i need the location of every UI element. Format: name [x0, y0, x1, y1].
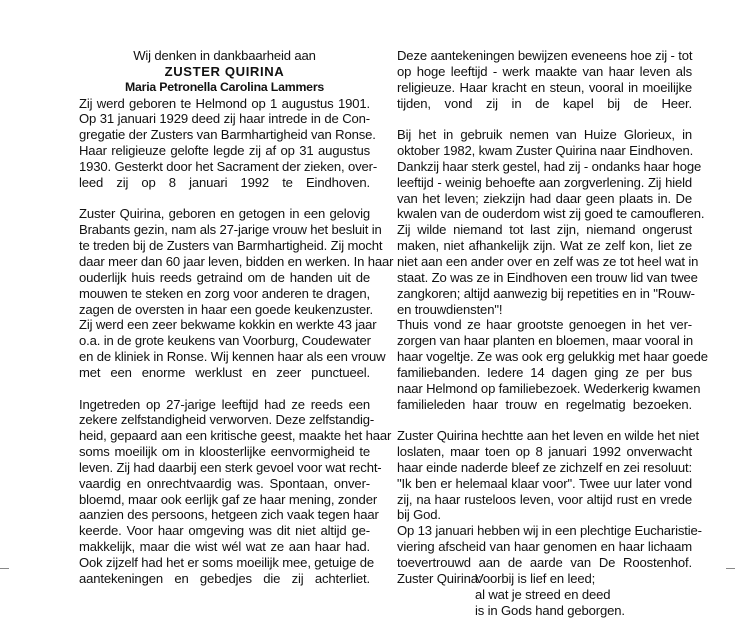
text-line: mouwen te steken en zorg voor anderen te dragen,	[79, 285, 370, 301]
text-line: te treden bij de Zusters van Barmhartigheid. Zij mocht	[79, 238, 383, 254]
text-line: en de kliniek in Ronse. Wij kennen haar als een vrouw	[79, 349, 386, 365]
text-line: Ingetreden op 27-jarige leeftijd had ze reeds een	[79, 396, 370, 412]
right-edge-mark	[726, 568, 735, 569]
text-line: familiebanden. Iedere 14 dagen ging ze per bus	[397, 364, 692, 380]
text-line: Deze aantekeningen bewijzen eveneens hoe zij - tot	[397, 48, 693, 63]
text-line: daar meer dan 60 jaar leven, bidden en werken. In haar	[79, 253, 394, 269]
text-line: makkelijk, maar die wist wél wat ze aan haar had.	[79, 539, 370, 555]
text-line: vaardig en onrechtvaardig was. Spontaan, onver-	[79, 475, 370, 491]
text-line: van het leven; ziekzijn had daar geen plaats in. De	[397, 190, 692, 206]
intro-line: Wij denken in dankbaarheid aan	[133, 48, 316, 63]
text-line: Bij het in gebruik nemen van Huize Glorieux, in	[397, 127, 692, 143]
text-line: Haar religieuze gelofte legde zij af op 31 augustus	[79, 143, 370, 159]
paragraph-gap	[79, 381, 370, 397]
right-paragraph-2	[397, 127, 708, 412]
text-line: aanzien des persoons, hetgeen zich vaak tegen haar	[79, 507, 379, 523]
text-line: leven. Zij had daarbij een sterk gevoel voor wat recht-	[79, 459, 382, 475]
text-line: tijden, vond zij in de kapel bij de Heer.	[397, 95, 692, 111]
text-line: heid, gepaard aan een kritische geest, maakte het haar	[79, 428, 392, 444]
text-line: haar einde naderde bleef ze zichzelf en zei resoluut:	[397, 459, 692, 475]
text-line: haar vogeltje. Ze was ook erg gelukkig met haar goede	[397, 349, 708, 365]
text-line: religieuze. Haar kracht en steun, vooral in moeilijke	[397, 79, 692, 95]
text-line: zagen de oversten in haar een goede keukenzuster.	[79, 301, 374, 317]
text-line: Op 31 januari 1929 deed zij haar intrede in de Con-	[79, 111, 370, 127]
text-line: loslaten, maar toen op 8 januari 1992 onverwacht	[397, 444, 692, 460]
right-column	[397, 48, 708, 618]
text-line: niet aan een ander over en zelf was ze tot heel wat in	[397, 253, 699, 269]
text-line: Thuis vond ze haar grootste genoegen in het ver-	[397, 317, 692, 333]
text-line: Op 13 januari hebben wij in een plechtige Eucharistie-	[397, 523, 702, 539]
text-line: en trouwdiensten"!	[397, 301, 503, 317]
left-paragraph-2	[79, 206, 394, 380]
text-line: oktober 1982, kwam Zuster Quirina naar Eindhoven.	[397, 143, 694, 159]
text-line: staat. Zo was ze in Eindhoven een trouw lid van twee	[397, 269, 698, 285]
text-line: Zuster Quirina hechtte aan het leven en wilde het niet	[397, 428, 699, 444]
text-line: zangkoren; altijd aanwezig bij repetities en in "Rouw-	[397, 285, 695, 301]
text-line: Brabants gezin, nam als 27-jarige vrouw het besluit in	[79, 222, 382, 238]
text-line: zekere zelfstandigheid verworven. Deze zelfstandig-	[79, 412, 375, 428]
text-line: "Ik ben er helemaal klaar voor". Twee uur later vond	[397, 475, 692, 491]
text-line: Dankzij haar sterk gestel, had zij - ondanks haar hoge	[397, 158, 702, 174]
right-paragraph-3	[397, 428, 702, 571]
text-line: met een enorme werklust en zeer punctueel.	[79, 364, 370, 380]
text-line: Zij werd een zeer bekwame kokkin en werkte 43 jaar	[79, 317, 377, 333]
paragraph-gap	[397, 412, 692, 428]
paragraph-gap	[79, 191, 370, 207]
poem-line-2: al wat je streed en deed	[475, 586, 611, 602]
left-column	[79, 48, 394, 587]
left-edge-mark	[0, 568, 9, 569]
text-line: toevertrouwd aan de aarde van De Roostenhof.	[397, 555, 692, 570]
left-paragraph-1	[79, 95, 378, 191]
text-line: leed zij op 8 januari 1992 te Eindhoven.	[79, 174, 370, 190]
left-paragraph-3	[79, 396, 392, 587]
text-line: maken, niet afhankelijk zijn. Wat ze zelf kon, liet ze	[397, 238, 692, 254]
text-line: o.a. in de grote keukens van Voorburg, Coudewater	[79, 333, 371, 349]
text-line: bij God.	[397, 507, 441, 523]
poem-attribution: Zuster Quirina:	[397, 570, 482, 586]
text-line: kwalen van de ouderdom wist zij goed te camoufleren.	[397, 206, 705, 222]
text-line: Zuster Quirina, geboren en getogen in een gelovig	[79, 206, 370, 222]
text-line: 1930. Gesterkt door het Sacrament der zieken, over-	[79, 158, 378, 174]
text-line: aantekeningen en gebedjes die zij achterliet.	[79, 570, 370, 586]
text-line: gregatie der Zusters van Barmhartigheid van Ronse.	[79, 127, 376, 143]
text-line: Zij werd geboren te Helmond op 1 augustus 1901.	[79, 95, 370, 111]
right-paragraphs	[397, 48, 708, 571]
paragraph-gap	[397, 111, 692, 127]
text-line: familieleden haar trouw en regelmatig bezoeken.	[397, 396, 692, 412]
poem-line-1: Voorbij is lief en leed;	[475, 570, 596, 586]
text-line: Zij wilde niemand tot last zijn, niemand ongerust	[397, 222, 692, 238]
text-line: bloemd, maar ook eerlijk gaf ze haar mening, zonder	[79, 491, 378, 507]
text-line: leeftijd - weinig behoefte aan zorgverlening. Zij hield	[397, 174, 692, 190]
deceased-full-name: Maria Petronella Carolina Lammers	[124, 79, 325, 94]
closing-poem	[397, 571, 692, 618]
deceased-title: ZUSTER QUIRINA	[164, 63, 285, 79]
text-line: op hoge leeftijd - werk maakte van haar leven als	[397, 63, 692, 79]
text-line: naar Helmond op familiebezoek. Wederkerig kwamen	[397, 380, 701, 396]
text-line: ouderlijk huis reeds getraind om de handen uit de	[79, 269, 370, 285]
left-paragraphs	[79, 95, 394, 587]
poem-line-3: is in Gods hand geborgen.	[475, 602, 625, 618]
text-line: Ook zijzelf had het er soms moeilijk mee, getuige de	[79, 555, 374, 570]
text-line: zorgen van haar planten en bloemen, maar vooral in	[397, 333, 694, 349]
text-line: zij, na haar rusteloos leven, voor altijd rust en vrede	[397, 491, 692, 507]
right-paragraph-1	[397, 48, 692, 111]
text-line: soms moeilijk om in kloosterlijke eenvormigheid te	[79, 444, 370, 460]
text-line: keerde. Voor haar omgeving was dit niet altijd ge-	[79, 523, 370, 539]
text-line: viering afscheid van haar genomen en haar lichaam	[397, 539, 692, 555]
